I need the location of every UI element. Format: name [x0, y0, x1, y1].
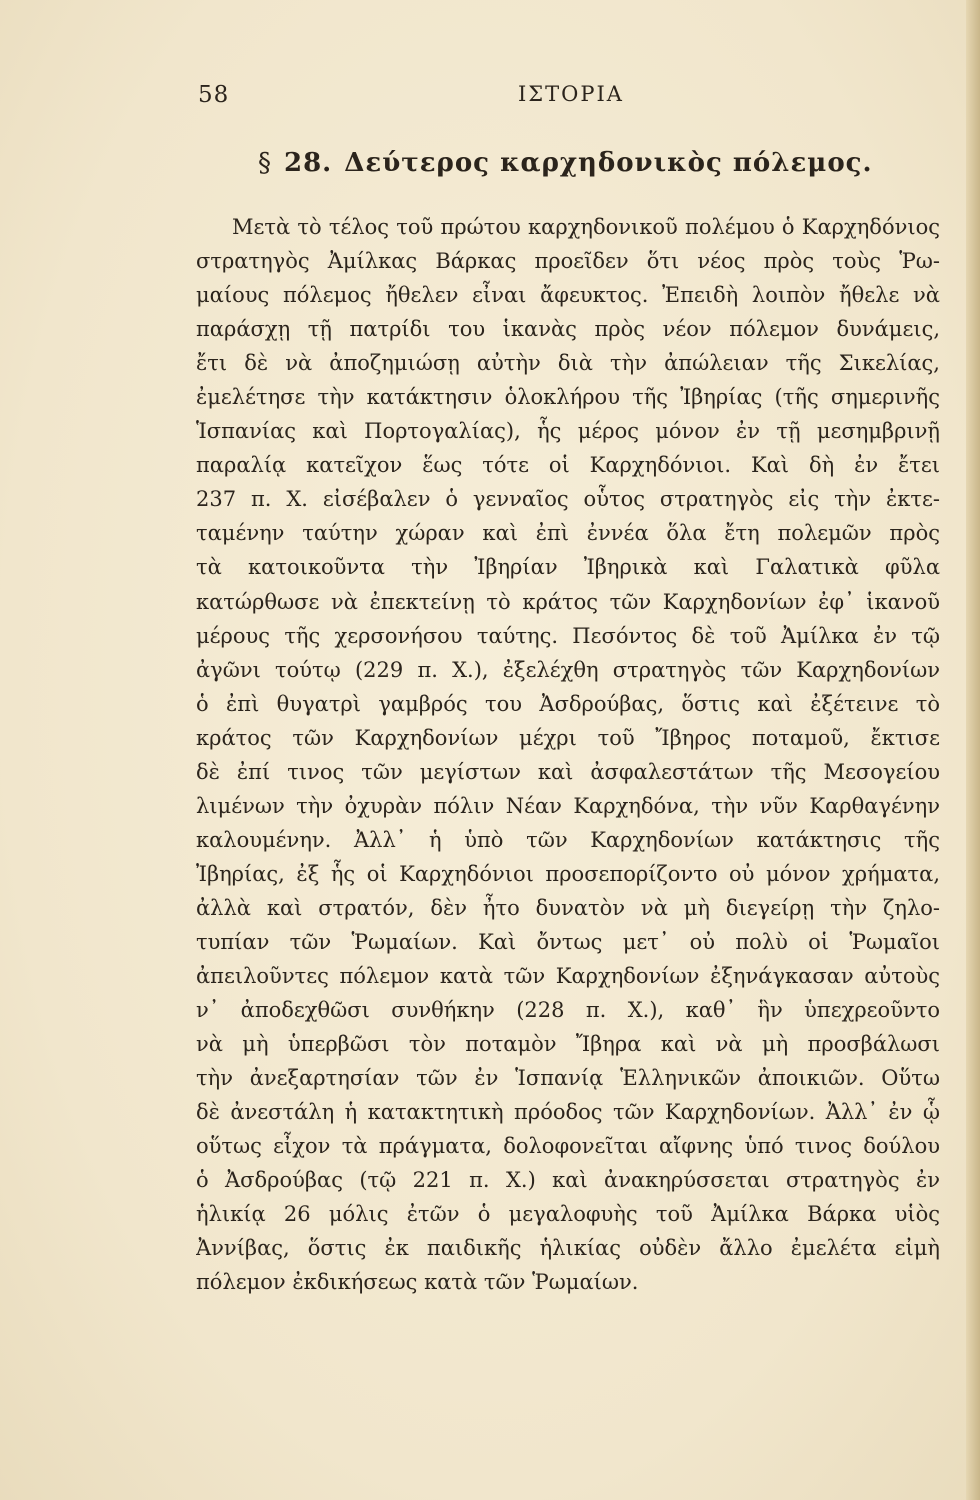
text-line: νὰ μὴ ὑπερβῶσι τὸν ποταμὸν Ἴβηρα καὶ νὰ μὴ προσβάλωσι	[196, 1032, 940, 1057]
text-line: στρατηγὸς Ἀμίλκας Βάρκας προεῖδεν ὅτι νέος πρὸς τοὺς Ῥω-	[196, 249, 940, 274]
text-line: καλουμένην. Ἀλλ᾽ ἡ ὑπὸ τῶν Καρχηδονίων κατάκτησις τῆς	[196, 827, 940, 852]
text-line: ἔτι δὲ νὰ ἀποζημιώσῃ αὐτὴν διὰ τὴν ἀπώλειαν τῆς Σικελίας,	[196, 351, 940, 376]
text-line: ἀγῶνι τούτῳ (229 π. Χ.), ἐξελέχθη στρατηγὸς τῶν Καρχηδονίων	[196, 657, 940, 682]
text-line: ἀλλὰ καὶ στρατόν, δὲν ἦτο δυνατὸν νὰ μὴ διεγείρῃ τὴν ζηλο-	[196, 895, 940, 920]
text-line: Ἀννίβας, ὅστις ἐκ παιδικῆς ἡλικίας οὐδὲν ἄλλο ἐμελέτα εἰμὴ	[196, 1236, 940, 1261]
section-sign: §	[258, 148, 272, 178]
text-line: 237 π. Χ. εἰσέβαλεν ὁ γενναῖος οὗτος στρατηγὸς εἰς τὴν ἐκτε-	[196, 487, 940, 512]
text-line: τὰ κατοικοῦντα τὴν Ἰβηρίαν Ἰβηρικὰ καὶ Γαλατικὰ φῦλα	[196, 555, 940, 580]
text-line: λιμένων τὴν ὀχυρὰν πόλιν Νέαν Καρχηδόνα, τὴν νῦν Καρθαγένην	[196, 793, 940, 818]
text-line: ταμένην ταύτην χώραν καὶ ἐπὶ ἐννέα ὅλα ἔτη πολεμῶν πρὸς	[196, 521, 940, 546]
text-line: κατώρθωσε νὰ ἐπεκτείνῃ τὸ κράτος τῶν Καρχηδονίων ἐφ᾽ ἱκανοῦ	[196, 589, 940, 614]
section-title: Δεύτερος καρχηδονικὸς πόλεμος.	[344, 148, 873, 178]
text-line: Μετὰ τὸ τέλος τοῦ πρώτου καρχηδονικοῦ πολέμου ὁ Καρχηδόνιος	[232, 215, 940, 239]
section-heading	[258, 148, 918, 178]
text-line: παράσχῃ τῇ πατρίδι του ἱκανὰς πρὸς νέον πόλεμον δυνάμεις,	[196, 317, 940, 342]
text-line: οὕτως εἶχον τὰ πράγματα, δολοφονεῖται αἴφνης ὑπό τινος δούλου	[196, 1134, 940, 1159]
text-line: παραλίᾳ κατεῖχον ἕως τότε οἱ Καρχηδόνιοι. Καὶ δὴ ἐν ἔτει	[196, 453, 940, 478]
running-head: ΙΣΤΟΡΙΑ	[518, 82, 624, 106]
text-line: τυπίαν τῶν Ῥωμαίων. Καὶ ὄντως μετ᾽ οὐ πολὺ οἱ Ῥωμαῖοι	[196, 929, 940, 954]
page-header	[198, 82, 948, 114]
text-line: ν᾽ ἀποδεχθῶσι συνθήκην (228 π. Χ.), καθ᾽ ἣν ὑπεχρεοῦντο	[196, 998, 940, 1023]
text-line: τὴν ἀνεξαρτησίαν τῶν ἐν Ἱσπανίᾳ Ἑλληνικῶν ἀποικιῶν. Οὕτω	[196, 1066, 940, 1091]
text-line: ἀπειλοῦντες πόλεμον κατὰ τῶν Καρχηδονίων ἐξηνάγκασαν αὐτοὺς	[196, 964, 940, 989]
text-line: ἡλικίᾳ 26 μόλις ἐτῶν ὁ μεγαλοφυὴς τοῦ Ἀμίλκα Βάρκα υἱὸς	[196, 1202, 940, 1227]
text-line: δὲ ἀνεστάλη ἡ κατακτητικὴ πρόοδος τῶν Καρχηδονίων. Ἀλλ᾽ ἐν ᾧ	[196, 1100, 940, 1125]
page-edge	[966, 0, 980, 1500]
text-line: μέρους τῆς χερσονήσου ταύτης. Πεσόντος δὲ τοῦ Ἀμίλκα ἐν τῷ	[196, 623, 940, 648]
body-paragraph	[196, 210, 940, 1300]
text-line: μαίους πόλεμος ἤθελεν εἶναι ἄφευκτος. Ἐπειδὴ λοιπὸν ἤθελε νὰ	[196, 283, 940, 308]
section-number: 28.	[284, 148, 333, 178]
text-line: κράτος τῶν Καρχηδονίων μέχρι τοῦ Ἴβηρος ποταμοῦ, ἔκτισε	[196, 725, 940, 750]
text-line: Ἱσπανίας καὶ Πορτογαλίας), ἧς μέρος μόνον ἐν τῇ μεσημβρινῇ	[196, 419, 940, 444]
text-line: ὁ Ἀσδρούβας (τῷ 221 π. Χ.) καὶ ἀνακηρύσσεται στρατηγὸς ἐν	[196, 1168, 940, 1193]
text-line: ἐμελέτησε τὴν κατάκτησιν ὁλοκλήρου τῆς Ἰβηρίας (τῆς σημερινῆς	[196, 385, 940, 410]
page-number: 58	[198, 82, 230, 108]
text-line: Ἰβηρίας, ἐξ ἧς οἱ Καρχηδόνιοι προσεπορίζοντο οὐ μόνον χρήματα,	[196, 861, 940, 886]
text-line: πόλεμον ἐκδικήσεως κατὰ τῶν Ῥωμαίων.	[196, 1270, 639, 1295]
text-line: δὲ ἐπί τινος τῶν μεγίστων καὶ ἀσφαλεστάτων τῆς Μεσογείου	[196, 759, 940, 784]
text-line: ὁ ἐπὶ θυγατρὶ γαμβρός του Ἀσδρούβας, ὅστις καὶ ἐξέτεινε τὸ	[196, 691, 940, 716]
